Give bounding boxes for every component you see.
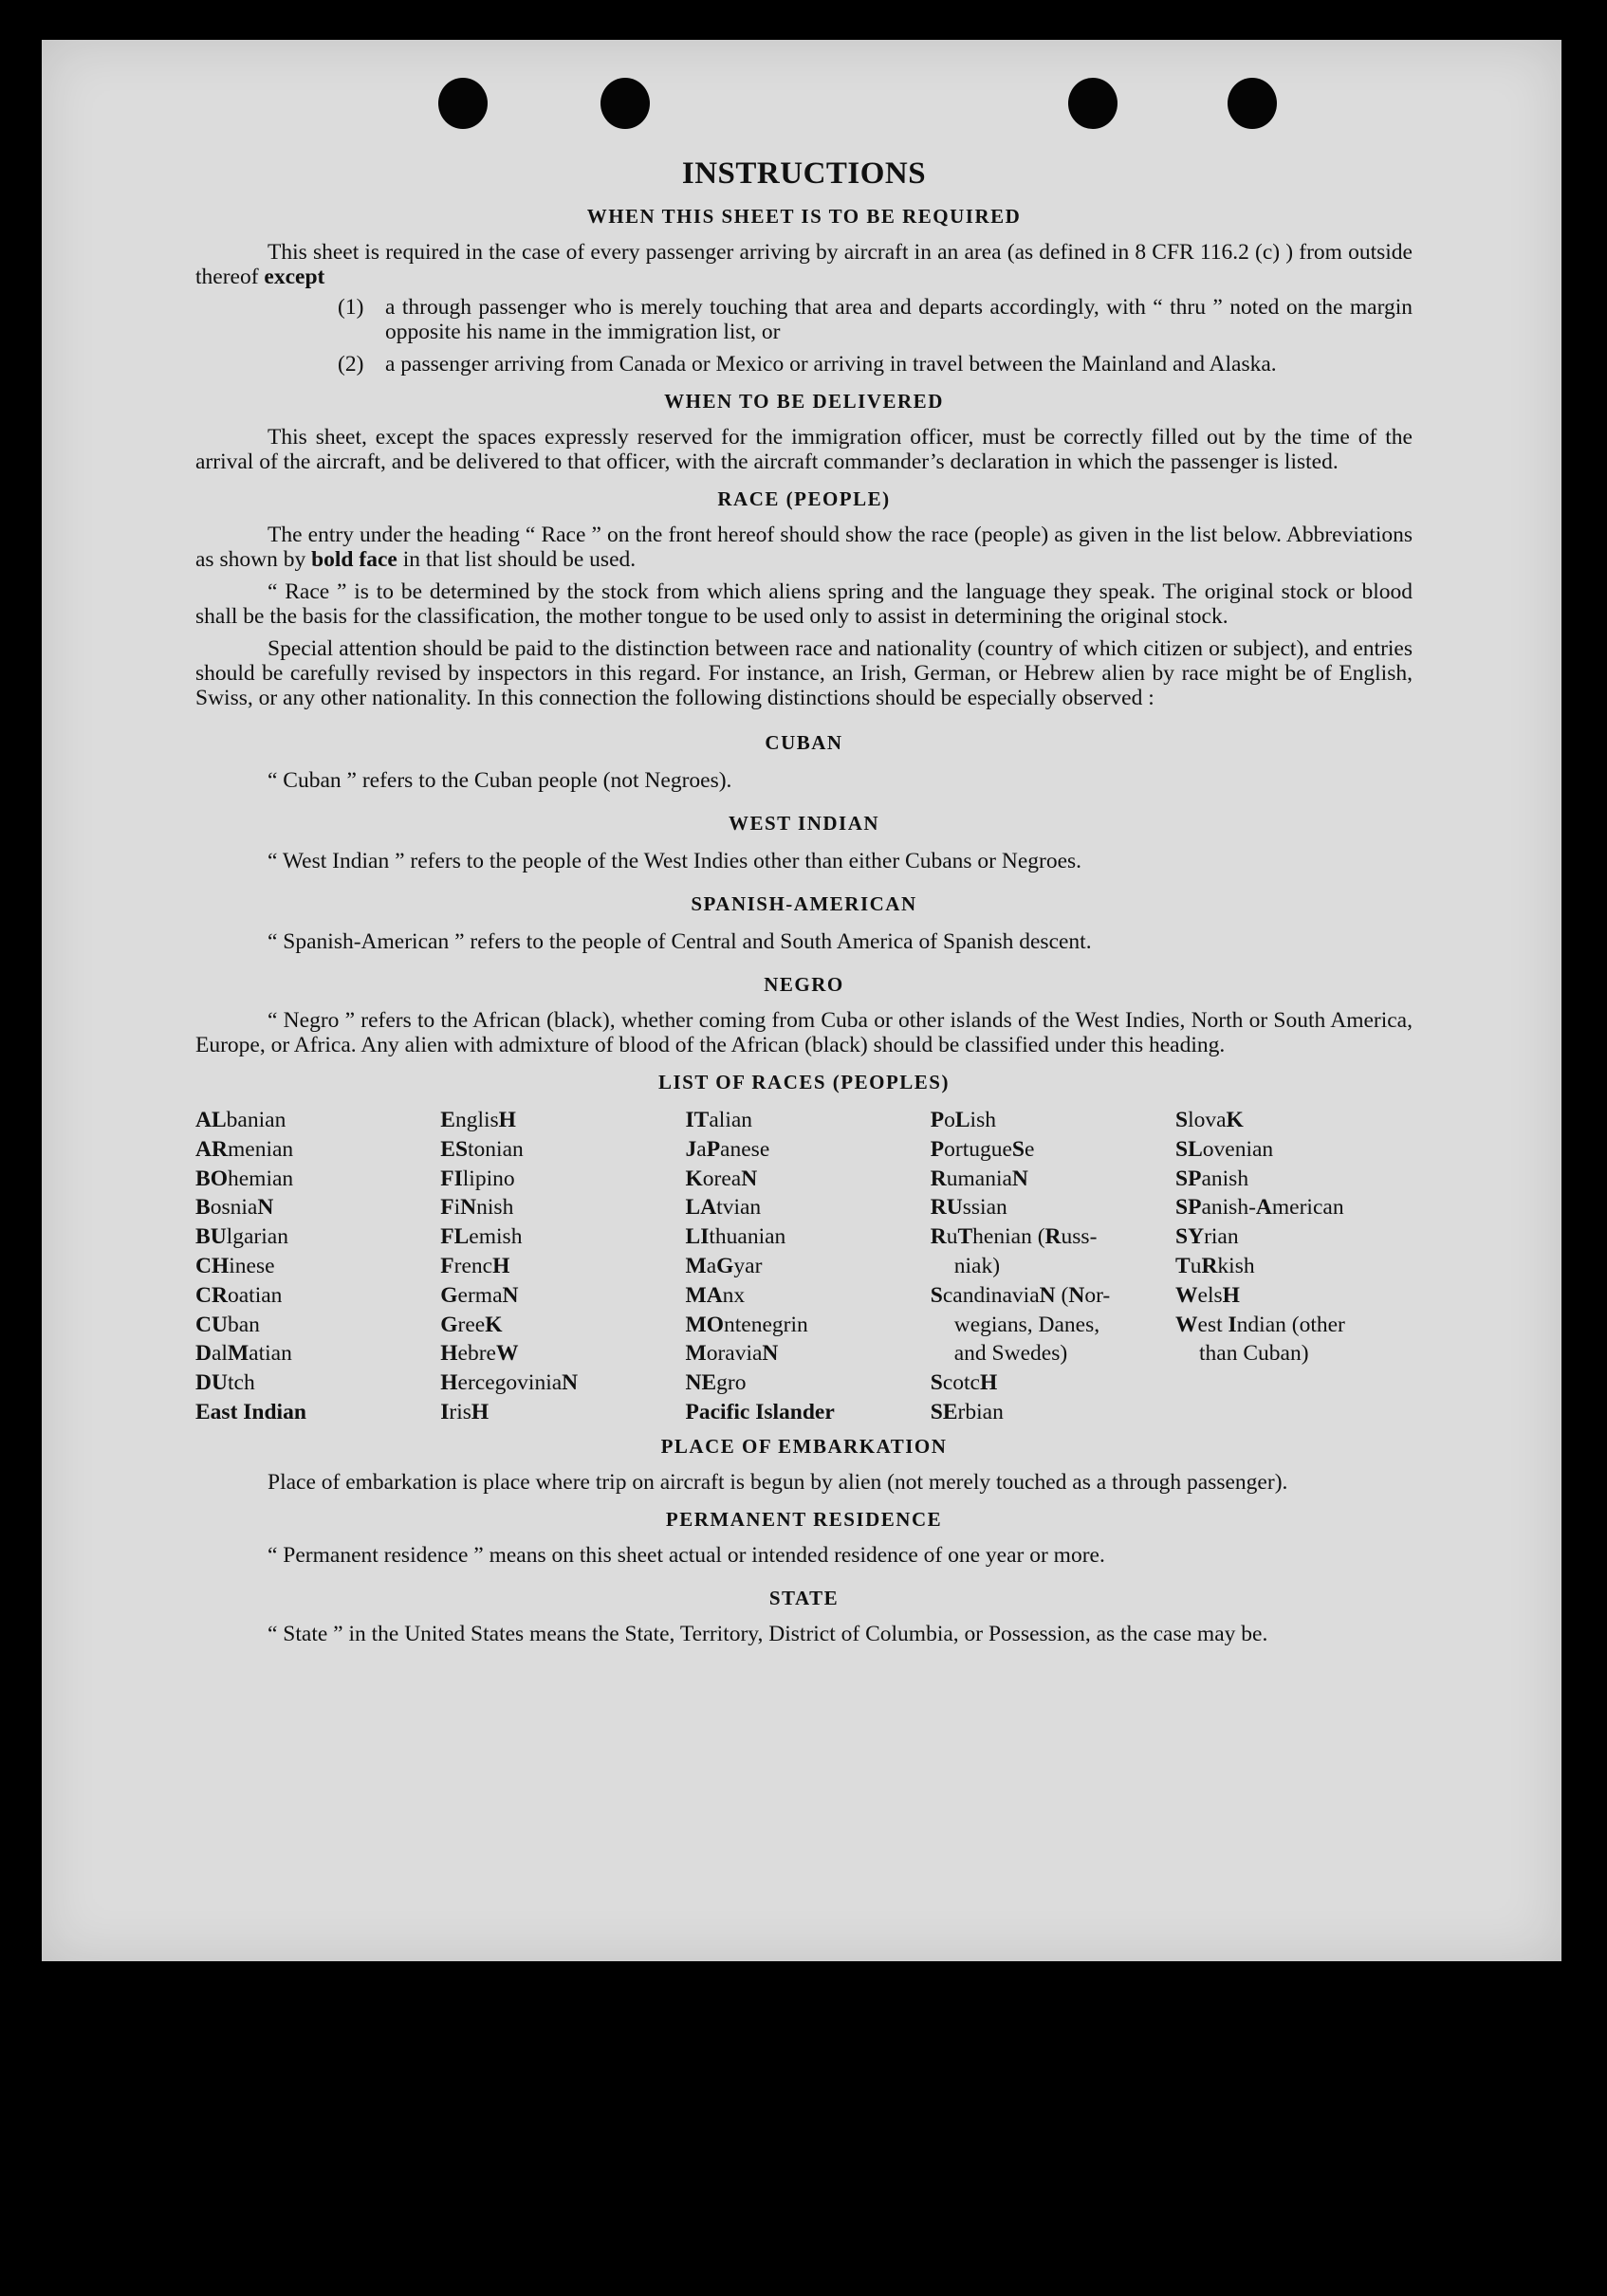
race-paragraph-2: “ Race ” is to be determined by the stock from which aliens spring and the language they speak. The original stock or blood shall be the basis for the classification, the mother tongue to be used only to assist in determining the original stock.: [195, 579, 1413, 629]
exception-item: [338, 352, 1413, 377]
section-heading-residence: PERMANENT RESIDENCE: [665, 1507, 943, 1531]
when-delivered-text: This sheet, except the spaces expressly reserved for the immigration officer, must be correctly filled out by the time of the arrival of the aircraft, and be delivered to that officer, with the aircraft commander’s declaration in which the passenger is listed.: [195, 425, 1413, 474]
race-entry: FiNnish: [440, 1195, 514, 1221]
race-entry: and Swedes): [953, 1341, 1068, 1367]
race-entry: SErbian: [930, 1399, 1004, 1424]
race-entry: ScandinaviaN (Nor-: [930, 1282, 1111, 1308]
race-entry: GreeK: [440, 1312, 503, 1337]
race-p1-text: The entry under the heading “ Race ” on the front hereof should show the race (people) as given in the list below. Abbreviations as shown by: [195, 523, 1413, 572]
race-entry: ITalian: [685, 1108, 753, 1132]
race-entry: NEgro: [685, 1370, 747, 1396]
instructions-content: [195, 156, 1413, 1646]
race-entry: SPanish-American: [1175, 1195, 1344, 1221]
section-heading-race: RACE (PEOPLE): [717, 487, 891, 510]
race-entry: Pacific Islander: [685, 1399, 835, 1424]
race-entry: CHinese: [195, 1253, 275, 1278]
section-heading-cuban: CUBAN: [765, 731, 843, 754]
race-entry: ARmenian: [195, 1136, 294, 1162]
race-entry: ALbanian: [195, 1108, 286, 1132]
race-entry: RuThenian (Russ-: [930, 1224, 1098, 1250]
race-entry: HercegoviniaN: [440, 1370, 579, 1396]
race-entry: SPanish: [1175, 1166, 1249, 1191]
races-column-4: [931, 1106, 1168, 1427]
race-entry: PortugueSe: [930, 1136, 1035, 1162]
section-heading-when-required: WHEN THIS SHEET IS TO BE REQUIRED: [586, 205, 1022, 228]
cuban-text: “ Cuban ” refers to the Cuban people (not Negroes).: [268, 768, 732, 793]
race-entry: DUtch: [195, 1370, 255, 1396]
spanish-american-text: “ Spanish-American ” refers to the people of Central and South America of Spanish descent.: [268, 929, 1092, 954]
section-heading-negro: NEGRO: [764, 973, 844, 996]
section-heading-when-delivered: WHEN TO BE DELIVERED: [664, 390, 944, 413]
exception-item: [338, 295, 1413, 344]
residence-text: “ Permanent residence ” means on this sheet actual or intended residence of one year or more.: [268, 1542, 1105, 1568]
race-entry: ScotcH: [930, 1370, 998, 1396]
section-heading-west-indian: WEST INDIAN: [728, 812, 880, 835]
race-entry: West Indian (other: [1175, 1312, 1345, 1337]
race-entry: FIlipino: [440, 1166, 515, 1191]
races-column-3: [686, 1106, 923, 1427]
race-entry: FrencH: [440, 1253, 510, 1278]
race-paragraph-3: Special attention should be paid to the distinction between race and nationality (country of which citizen or subject), and entries should be carefully revised by inspectors in this regard. For instance, an Irish, German, or Hebrew alien by race might be of English, Swiss, or any other nationality. In this connection the following distinctions should be especially observed :: [195, 636, 1413, 710]
race-p1-bold: bold face: [311, 547, 397, 572]
race-p1-end: in that list should be used.: [402, 547, 637, 572]
west-indian-text: “ West Indian ” refers to the people of the West Indies other than either Cubans or Negroes.: [268, 849, 1082, 873]
race-entry: RUssian: [930, 1195, 1007, 1221]
race-entry: niak): [953, 1253, 1001, 1278]
race-entry: WelsH: [1175, 1282, 1240, 1308]
race-entry: BUlgarian: [195, 1224, 288, 1250]
negro-text: “ Negro ” refers to the African (black), whether coming from Cuba or other islands of the West Indies, North or South America, Europe, or Africa. Any alien with admixture of blood of the African (black) should be classified under this heading.: [195, 1008, 1413, 1057]
race-entry: LIthuanian: [685, 1224, 786, 1250]
races-table: [195, 1106, 1413, 1427]
race-entry: TuRkish: [1175, 1253, 1255, 1278]
race-entry: EnglisH: [440, 1108, 516, 1132]
race-entry: FLemish: [440, 1224, 523, 1250]
races-column-1: [195, 1106, 433, 1427]
punch-hole: [1228, 78, 1277, 129]
section-heading-list-of-races: LIST OF RACES (PEOPLES): [658, 1071, 950, 1093]
item-number: (2): [338, 352, 364, 377]
races-column-2: [440, 1106, 677, 1427]
race-entry: CRoatian: [195, 1282, 283, 1308]
section-heading-state: STATE: [768, 1586, 840, 1609]
state-text: “ State ” in the United States means the State, Territory, District of Columbia, or Possession, as the case may be.: [268, 1621, 1268, 1646]
race-entry: BOhemian: [195, 1166, 294, 1191]
intro-text: This sheet is required in the case of every passenger arriving by aircraft in an area (as defined in 8 CFR 116.2 (c) ) from outside thereof: [195, 240, 1413, 289]
page-title: INSTRUCTIONS: [681, 156, 927, 191]
race-entry: MAnx: [685, 1282, 746, 1308]
race-entry: LAtvian: [685, 1195, 762, 1221]
race-entry: than Cuban): [1199, 1341, 1309, 1367]
exception-list: [338, 295, 1413, 377]
race-entry: MOntenegrin: [685, 1312, 808, 1337]
section-heading-embarkation: PLACE OF EMBARKATION: [660, 1434, 948, 1458]
race-entry: RumaniaN: [930, 1166, 1028, 1191]
race-entry: HebreW: [440, 1341, 519, 1367]
race-entry: KoreaN: [685, 1166, 758, 1191]
race-entry: EStonian: [440, 1136, 524, 1162]
intro-bold-except: except: [264, 265, 325, 289]
race-entry: IrisH: [440, 1399, 489, 1424]
race-entry: CUban: [195, 1312, 260, 1337]
race-entry: JaPanese: [685, 1136, 770, 1162]
race-entry: DalMatian: [195, 1341, 292, 1367]
punch-hole: [600, 78, 650, 129]
embarkation-text: Place of embarkation is place where trip on aircraft is begun by alien (not merely touched as a through passenger).: [268, 1469, 1288, 1495]
punch-hole: [438, 78, 488, 129]
when-required-intro: [195, 240, 1413, 289]
punch-hole: [1068, 78, 1118, 129]
item-text: a passenger arriving from Canada or Mexico or arriving in travel between the Mainland and Alaska.: [385, 352, 1277, 377]
race-entry: SlovaK: [1175, 1108, 1244, 1132]
section-heading-spanish-american: SPANISH-AMERICAN: [691, 892, 917, 915]
race-entry: SLovenian: [1175, 1136, 1274, 1162]
race-entry: SYrian: [1175, 1224, 1239, 1250]
race-entry: MaGyar: [685, 1253, 763, 1278]
race-entry: BosniaN: [195, 1195, 274, 1221]
race-entry: East Indian: [195, 1399, 306, 1424]
race-entry: PoLish: [930, 1108, 996, 1132]
race-entry: wegians, Danes,: [953, 1312, 1100, 1337]
race-entry: MoraviaN: [685, 1341, 779, 1367]
races-column-5: [1175, 1106, 1413, 1427]
item-number: (1): [338, 295, 364, 320]
item-text: a through passenger who is merely touching that area and departs accordingly, with “ thru ” noted on the margin opposite his name in the immigration list, or: [385, 295, 1413, 344]
race-paragraph-1: [195, 523, 1413, 572]
race-entry: GermaN: [440, 1282, 519, 1308]
